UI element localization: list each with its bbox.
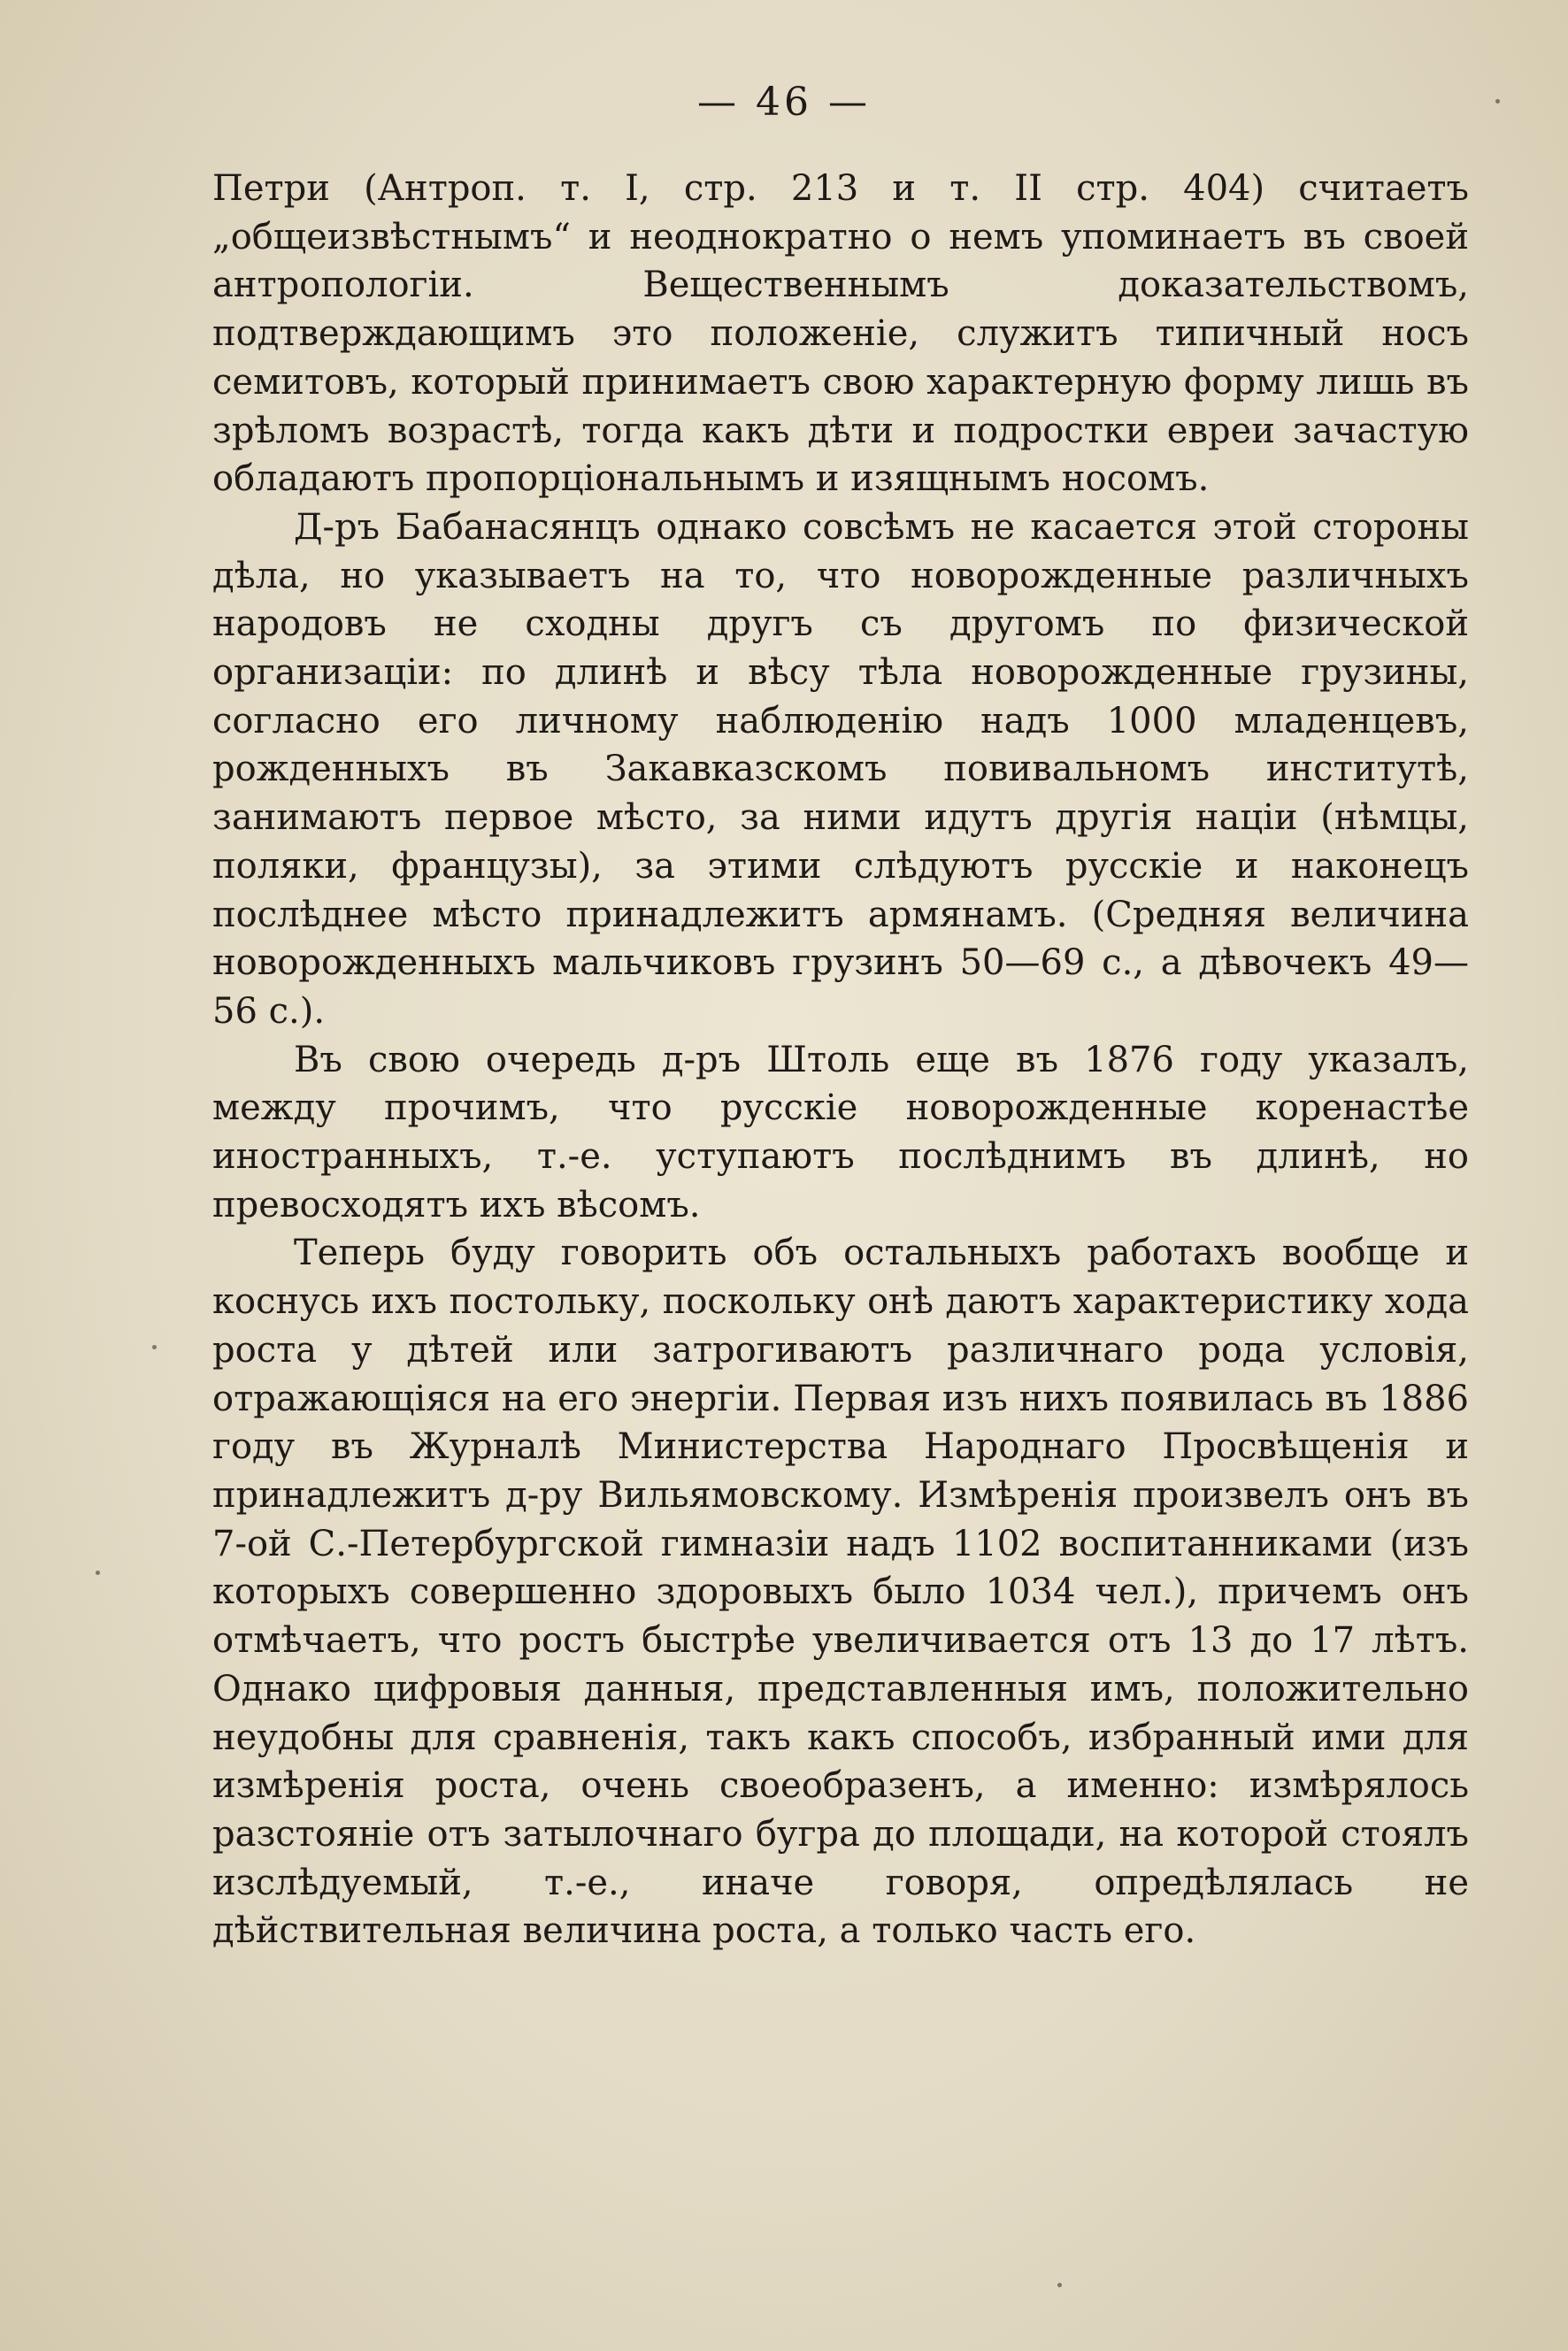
body-text [212,165,1469,1955]
paper-speck [1057,2283,1062,2287]
page-number: — 46 — [697,80,871,125]
paragraph-4: Теперь буду говорить объ остальныхъ работахъ вообще и коснусь ихъ постольку, поскольку онѣ даютъ характеристику хода роста у дѣтей или затрогиваютъ различнаго рода условія, отражающіяся на его энергіи. Первая изъ нихъ появилась въ 1886 году въ Журналѣ Министерства Народнаго Просвѣщенія и принадлежитъ д-ру Вильямовскому. Измѣренія произвелъ онъ въ 7-ой С.-Петербургской гимназіи надъ 1102 воспитанниками (изъ которыхъ совершенно здоровыхъ было 1034 чел.), причемъ онъ отмѣчаетъ, что ростъ быстрѣе увеличивается отъ 13 до 17 лѣтъ. Однако цифровыя данныя, представленныя имъ, положительно неудобны для сравненія, такъ какъ способъ, избранный ими для измѣренія роста, очень своеобразенъ, а именно: измѣрялось разстояніе отъ затылочнаго бугра до площади, на которой стоялъ изслѣдуемый, т.-е., иначе говоря, опредѣлялась не дѣйствительная величина роста, а только часть его. [212,1233,1469,1952]
paragraph-2: Д-ръ Бабанасянцъ однако совсѣмъ не касается этой стороны дѣла, но указываетъ на то, что новорожденные различныхъ народовъ не сходны другъ съ другомъ по физической организаціи: по длинѣ и вѣсу тѣла новорожденные грузины, согласно его личному наблюденію надъ 1000 младенцевъ, рожденныхъ въ Закавказскомъ повивальномъ институтѣ, занимаютъ первое мѣсто, за ними идутъ другія націи (нѣмцы, поляки, французы), за этими слѣдуютъ русскіе и наконецъ послѣднее мѣсто принадлежитъ армянамъ. (Средняя величина новорожденныхъ мальчиковъ грузинъ 50—69 с., а дѣвочекъ 49—56 с.). [212,506,1469,1032]
paper-speck [1495,99,1500,104]
paragraph-1: Петри (Антроп. т. I, стр. 213 и т. II стр. 404) считаетъ „общеизвѣстнымъ“ и неоднократно о немъ упоминаетъ въ своей антропологіи. Вещественнымъ доказательствомъ, подтверждающимъ это положеніе, служитъ типичный носъ семитовъ, который принимаетъ свою характерную форму лишь въ зрѣломъ возрастѣ, тогда какъ дѣти и подростки евреи зачастую обладаютъ пропорціональнымъ и изящнымъ носомъ. [212,168,1469,500]
paragraph-3: Въ свою очередь д-ръ Штоль еще въ 1876 году указалъ, между прочимъ, что русскіе новорожденные коренастѣе иностранныхъ, т.-е. уступаютъ послѣднимъ въ длинѣ, но превосходятъ ихъ вѣсомъ. [212,1039,1469,1225]
paper-speck [152,1345,157,1349]
paper-speck [96,1571,100,1575]
